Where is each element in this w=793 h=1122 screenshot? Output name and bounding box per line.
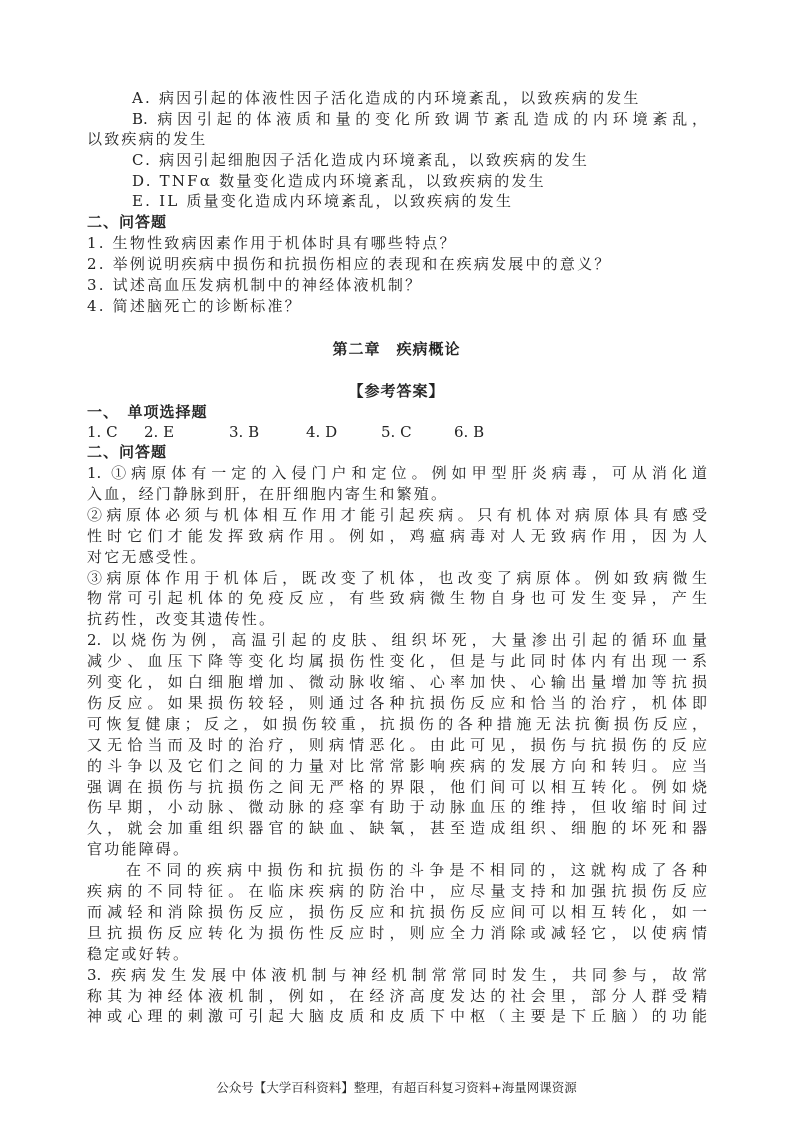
- answer-line: ②病原体必须与机体相互作用才能引起疾病。只有机体对病原体具有感受: [87, 505, 707, 524]
- chapter-title: 第二章 疾病概论: [332, 340, 461, 358]
- answer-item: 5. C: [381, 423, 412, 441]
- option-a: A. 病因引起的体液性因子活化造成的内环境紊乱，以致疾病的发生: [132, 89, 641, 107]
- answer-line: 旦抗损伤反应转化为损伤性反应时，则应全力消除或减轻它，以使病情: [87, 923, 707, 942]
- answer-line: 3. 疾病发生发展中体液机制与神经机制常常同时发生，共同参与，故常: [87, 965, 707, 984]
- answer-line: 1. ①病原体有一定的入侵门户和定位。例如甲型肝炎病毒，可从消化道: [87, 464, 707, 482]
- answer-line: 减少、血压下降等变化均属损伤性变化，但是与此同时体内有出现一系: [87, 652, 707, 671]
- answer-item: 6. B: [454, 423, 485, 441]
- answer-line: 入血，经门静脉到肝，在肝细胞内寄生和繁殖。: [87, 484, 449, 503]
- answer-item: 3. B: [229, 423, 260, 441]
- answer-line: 的斗争以及它们之间的力量对比常常影响疾病的发展方向和转归。应当: [87, 756, 707, 775]
- answer-item: 4. D: [306, 423, 338, 441]
- option-e: E. IL 质量变化造成内环境紊乱，以致疾病的发生: [132, 192, 514, 210]
- answer-item: 2. E: [144, 423, 175, 441]
- answer-line: 久，就会加重组织器官的缺血、缺氧，甚至造成组织、细胞的坏死和器: [87, 819, 707, 838]
- questions-heading: 二、问答题: [87, 213, 168, 231]
- option-b-cont: 以致疾病的发生: [87, 130, 208, 148]
- answer-line: 抗药性，改变其遗传性。: [87, 610, 277, 629]
- answer-line: 神或心理的刺激可引起大脑皮质和皮质下中枢（主要是下丘脑）的功能: [87, 1007, 707, 1026]
- question-item: 3. 试述高血压发病机制中的神经体液机制？: [87, 276, 423, 294]
- answer-line: 强调在损伤与抗损伤之间无严格的界限，他们间可以相互转化。例如烧: [87, 777, 707, 796]
- question-item: 1. 生物性致病因素作用于机体时具有哪些特点？: [87, 234, 457, 252]
- footer-note: 公众号【大学百科资料】整理，有超百科复习资料+海量网课资源: [216, 1080, 577, 1095]
- answer-line: 伤反应。如果损伤较轻，则通过各种抗损伤反应和恰当的治疗，机体即: [87, 693, 707, 712]
- answer-line: ③病原体作用于机体后，既改变了机体，也改变了病原体。例如致病微生: [87, 568, 707, 587]
- option-d: D. TNFα 数量变化造成内环境紊乱，以致疾病的发生: [132, 172, 546, 190]
- answer-item: 1. C: [87, 423, 118, 441]
- qa-heading: 二、问答题: [87, 443, 168, 461]
- answer-line: 官功能障碍。: [87, 840, 191, 859]
- option-b: B. 病因引起的体液质和量的变化所致调节紊乱造成的内环境紊乱，: [132, 110, 707, 128]
- answer-line: 物常可引起机体的免疫反应，有些致病微生物自身也可发生变异，产生: [87, 589, 707, 608]
- answer-line: 性时它们才能发挥致病作用。例如，鸡瘟病毒对人无致病作用，因为人: [87, 526, 707, 545]
- answer-line: 疾病的不同特征。在临床疾病的防治中，应尽量支持和加强抗损伤反应: [87, 882, 707, 900]
- question-item: 4. 简述脑死亡的诊断标准？: [87, 297, 302, 315]
- answer-line: 列变化，如白细胞增加、微动脉收缩、心率加快、心输出量增加等抗损: [87, 673, 707, 691]
- answer-line: 对它无感受性。: [87, 547, 208, 566]
- answer-line: 可恢复健康；反之，如损伤较重，抗损伤的各种措施无法抗衡损伤反应，: [87, 714, 707, 733]
- answer-line: 稳定或好转。: [87, 944, 191, 963]
- option-c: C. 病因引起细胞因子活化造成内环境紊乱，以致疾病的发生: [132, 151, 590, 169]
- answer-key-title: 【参考答案】: [348, 382, 445, 400]
- answer-line: 称其为神经体液机制，例如，在经济高度发达的社会里，部分人群受精: [87, 986, 707, 1005]
- answer-line: 伤早期，小动脉、微动脉的痉挛有助于动脉血压的维持，但收缩时间过: [87, 798, 707, 817]
- question-item: 2. 举例说明疾病中损伤和抗损伤相应的表现和在疾病发展中的意义？: [87, 255, 612, 273]
- answer-line: 而减轻和消除损伤反应，损伤反应和抗损伤反应间可以相互转化，如一: [87, 902, 707, 921]
- answer-line: 在不同的疾病中损伤和抗损伤的斗争是不相同的，这就构成了各种: [126, 861, 707, 880]
- single-choice-heading: 一、 单项选择题: [87, 403, 208, 421]
- answer-line: 2. 以烧伤为例，高温引起的皮肤、组织坏死，大量渗出引起的循环血量: [87, 631, 707, 650]
- answer-line: 又无恰当而及时的治疗，则病情恶化。由此可见，损伤与抗损伤的反应: [87, 735, 707, 754]
